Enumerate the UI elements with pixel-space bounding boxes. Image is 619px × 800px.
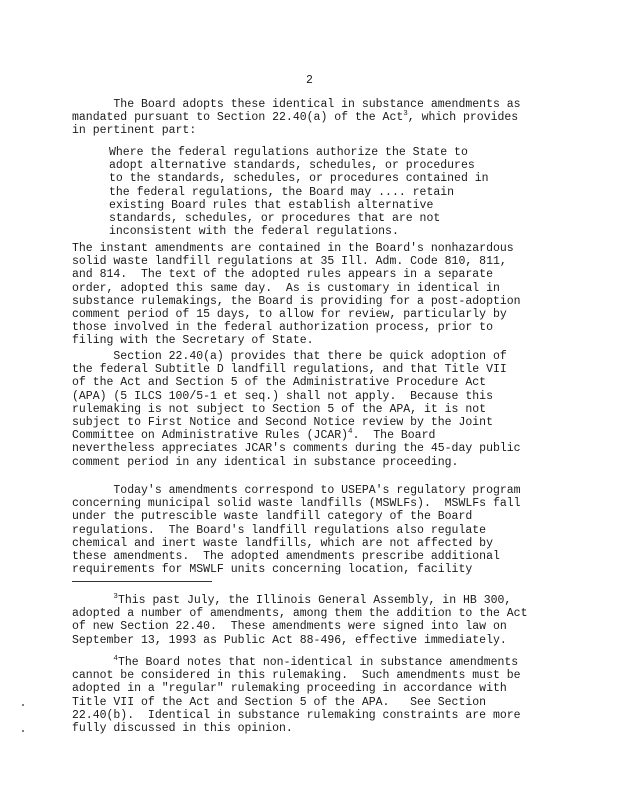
text-line: nevertheless appreciates JCAR's comments during the 45-day public [72,442,521,456]
text-line: regulations. The Board's landfill regulations also regulate [72,523,487,537]
quote-line: standards, schedules, or procedures that are not [109,212,441,226]
text-line: The instant amendments are contained in the Board's nonhazardous [72,242,514,255]
text-line: subject to First Notice and Second Notice review by the Joint [72,416,493,430]
footnote-4 [72,656,552,735]
footnote-number: 4 [113,655,118,663]
quote-line: existing Board rules that establish alternative [109,198,434,212]
text-line: requirements for MSWLF units concerning location, facility [72,563,473,577]
quote-line: to the standards, schedules, or procedures contained in [109,172,489,186]
text-line: mandated pursuant to Section 22.40(a) of the Act [72,111,404,125]
text-line: and 814. The text of the adopted rules appears in a separate [72,268,493,282]
footnote-line: 22.40(b). Identical in substance rulemaking constraints are more [72,708,521,722]
scan-speck [22,730,24,732]
text-line: chemical and inert waste landfills, which are not affected by [72,536,493,550]
quote-line: adopt alternative standards, schedules, or procedures [109,159,475,173]
statute-quote [109,146,529,238]
text-line: concerning municipal solid waste landfills (MSWLFs). MSWLFs fall [72,497,521,511]
quote-line: Where the federal regulations authorize the State to [109,146,468,159]
text-line: Today's amendments correspond to USEPA's regulatory program [72,484,521,497]
intro-paragraph [72,98,552,138]
footnote-marker: 4 [348,428,353,437]
text-line: , which provides [407,111,519,125]
footnote-3 [72,594,552,647]
footnote-line: adopted in a "regular" rulemaking proceeding in accordance with [72,682,507,696]
text-line: order, adopted this same day. As is customary in identical in [72,281,500,295]
amendments-paragraph [72,242,552,348]
footnote-marker: 3 [403,110,408,119]
footnote-separator [72,581,212,582]
footnote-line: This past July, the Illinois General Assembly, in HB 300, [117,594,512,607]
text-line: . The Board [352,429,436,443]
mswlf-paragraph [72,484,552,576]
footnote-line: adopted a number of amendments, among them the addition to the Act [72,607,528,621]
footnote-line: cannot be considered in this rulemaking. Such amendments must be [72,669,521,683]
scan-speck [22,704,24,706]
text-line: The Board adopts these identical in substance amendments as [72,98,521,111]
text-line: of the Act and Section 5 of the Administrative Procedure Act [72,376,487,390]
section-22-40a-paragraph [72,350,552,469]
text-line: Committee on Administrative Rules (JCAR) [72,429,349,443]
quote-line: inconsistent with the federal regulations. [109,225,399,239]
text-line: Section 22.40(a) provides that there be quick adoption of [72,350,507,363]
text-line: rulemaking is not subject to Section 5 of the APA, it is not [72,402,487,416]
text-line: comment period in any identical in substance proceeding. [72,455,459,469]
text-line: substance rulemakings, the Board is providing for a post-adoption [72,294,521,308]
footnote-line: fully discussed in this opinion. [72,722,293,736]
quote-line: the federal regulations, the Board may .... retain [109,185,455,199]
text-line: the federal Subtitle D landfill regulations, and that Title VII [72,363,507,377]
text-line: solid waste landfill regulations at 35 Ill. Adm. Code 810, 811, [72,255,507,269]
footnote-number: 3 [113,593,118,601]
footnote-line: Title VII of the Act and Section 5 of the APA. See Section [72,695,487,709]
footnote-line: of new Section 22.40. These amendments were signed into law on [72,620,507,634]
text-line: those involved in the federal authorization process, prior to [72,321,493,335]
text-line: (APA) (5 ILCS 100/5-1 et seq.) shall not apply. Because this [72,389,493,403]
footnote-line: September 13, 1993 as Public Act 88-496, effective immediately. [72,633,507,647]
text-line: in pertinent part: [72,124,197,138]
footnote-line: The Board notes that non-identical in substance amendments [117,656,519,669]
text-line: these amendments. The adopted amendments prescribe additional [72,550,500,564]
page-number: 2 [306,74,313,87]
text-line: filing with the Secretary of State. [72,334,314,348]
text-line: comment period of 15 days, to allow for review, particularly by [72,308,507,322]
text-line: under the putrescible waste landfill category of the Board [72,510,473,524]
